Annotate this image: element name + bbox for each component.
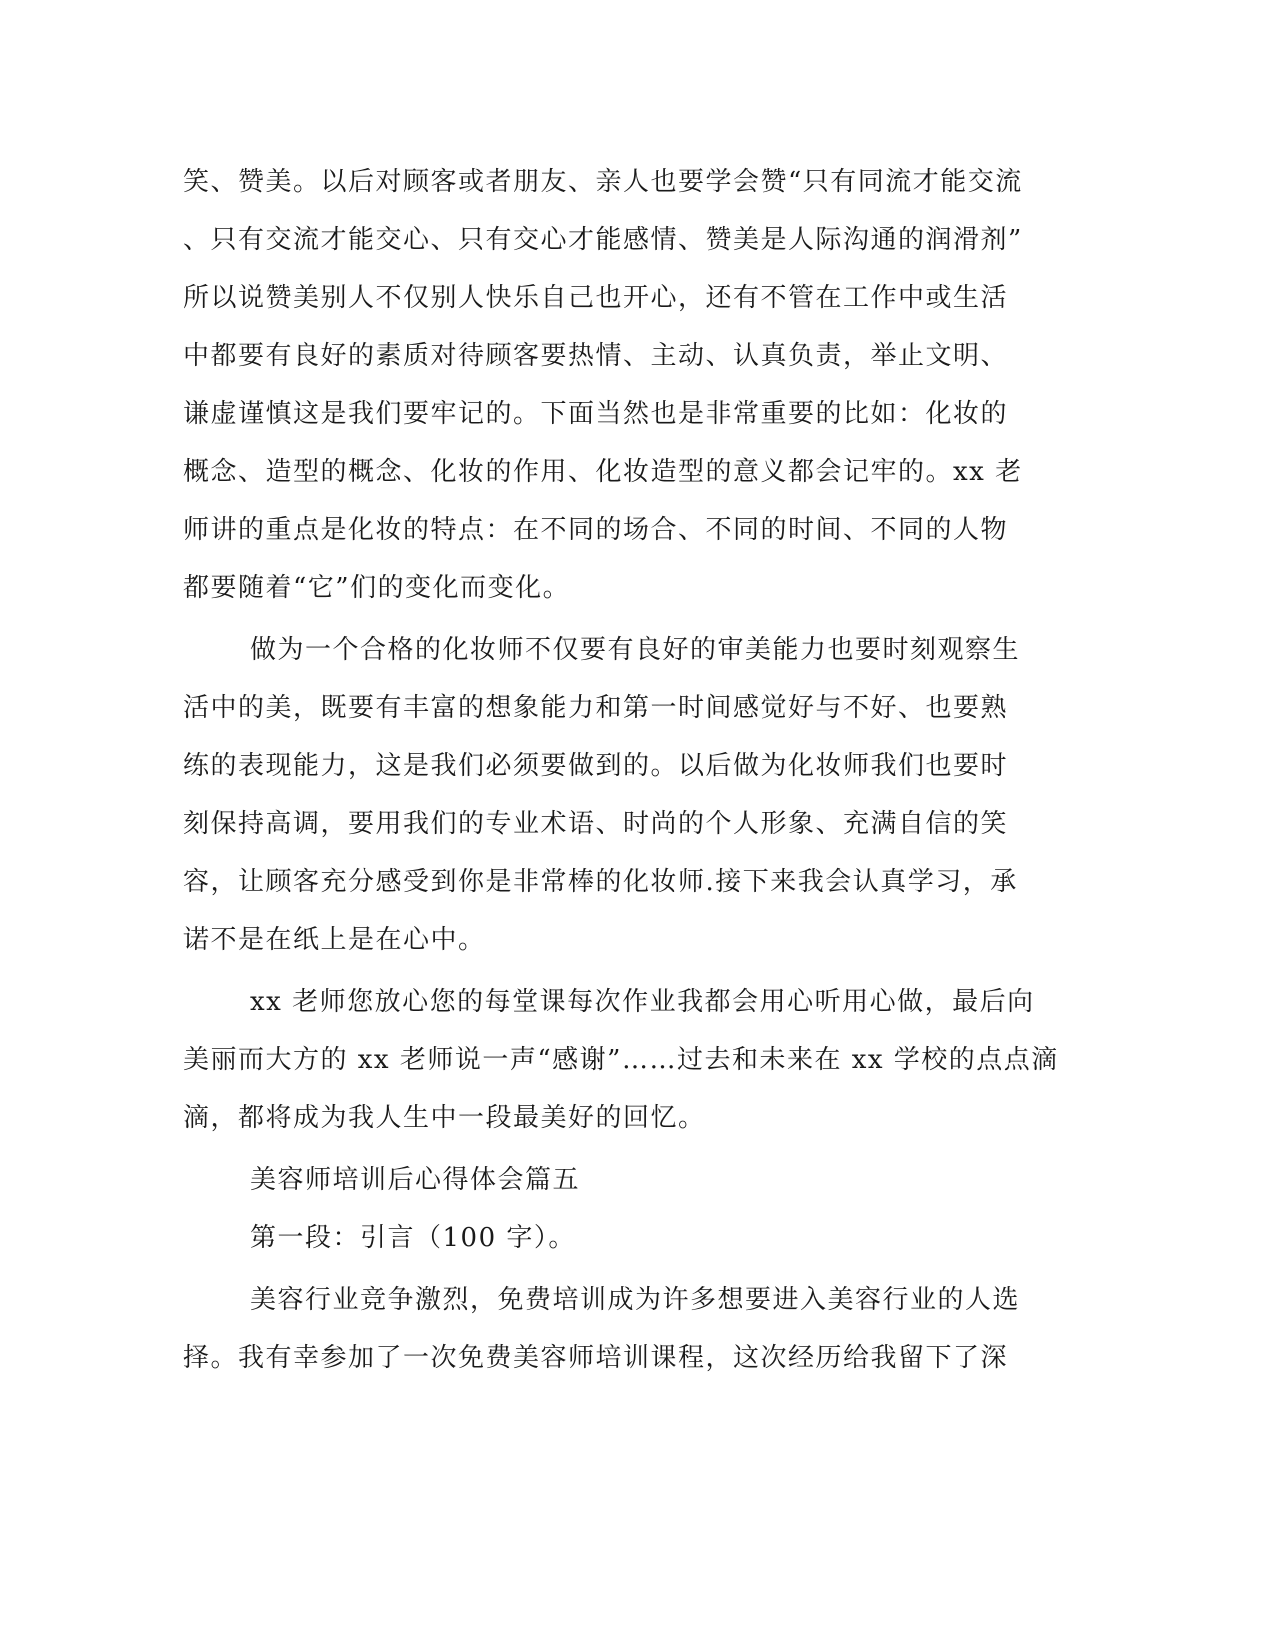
body-text-line: 谦虚谨慎这是我们要牢记的。下面当然也是非常重要的比如：化妆的 [183, 399, 1009, 429]
body-text-line: 美丽而大方的 xx 老师说一声“感谢”……过去和未来在 xx 学校的点点滴 [183, 1045, 1059, 1075]
section-heading: 美容师培训后心得体会篇五 [250, 1165, 581, 1195]
body-text-line: 滴，都将成为我人生中一段最美好的回忆。 [183, 1103, 706, 1133]
paragraph-first-line: xx 老师您放心您的每堂课每次作业我都会用心听用心做，最后向 [250, 987, 1035, 1017]
body-text-line: 练的表现能力，这是我们必须要做到的。以后做为化妆师我们也要时 [183, 751, 1009, 781]
subsection-heading: 第一段：引言（100 字）。 [250, 1223, 576, 1253]
body-text-line: 所以说赞美别人不仅别人快乐自己也开心，还有不管在工作中或生活 [183, 283, 1009, 313]
paragraph-first-line: 美容行业竞争激烈，免费培训成为许多想要进入美容行业的人选 [250, 1285, 1021, 1315]
body-text-line: 刻保持高调，要用我们的专业术语、时尚的个人形象、充满自信的笑 [183, 809, 1009, 839]
body-text-line: 师讲的重点是化妆的特点：在不同的场合、不同的时间、不同的人物 [183, 515, 1009, 545]
body-text-line: 概念、造型的概念、化妆的作用、化妆造型的意义都会记牢的。xx 老 [183, 457, 1023, 487]
paragraph-first-line: 做为一个合格的化妆师不仅要有良好的审美能力也要时刻观察生 [250, 635, 1021, 665]
body-text-line: 笑、赞美。以后对顾客或者朋友、亲人也要学会赞“只有同流才能交流 [183, 167, 1023, 197]
body-text-line: 择。我有幸参加了一次免费美容师培训课程，这次经历给我留下了深 [183, 1343, 1009, 1373]
body-text-line: 诺不是在纸上是在心中。 [183, 925, 486, 955]
body-text-line: 都要随着“它”们的变化而变化。 [183, 573, 571, 603]
body-text-line: 、只有交流才能交心、只有交心才能感情、赞美是人际沟通的润滑剂” [183, 225, 1023, 255]
body-text-line: 容，让顾客充分感受到你是非常棒的化妆师.接下来我会认真学习，承 [183, 867, 1018, 897]
body-text-line: 中都要有良好的素质对待顾客要热情、主动、认真负责，举止文明、 [183, 341, 1009, 371]
body-text-line: 活中的美，既要有丰富的想象能力和第一时间感觉好与不好、也要熟 [183, 693, 1009, 723]
